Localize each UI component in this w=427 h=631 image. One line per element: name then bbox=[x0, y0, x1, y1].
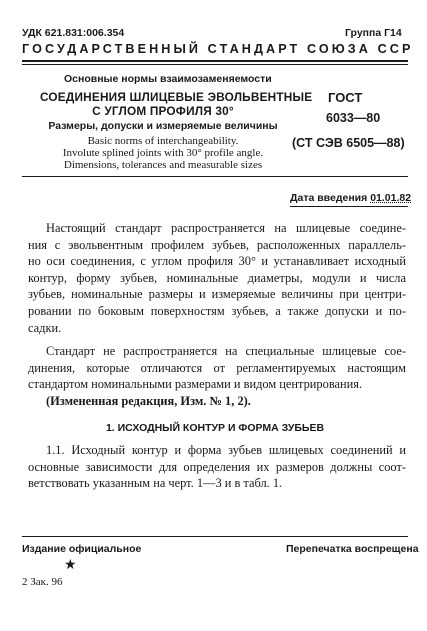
paragraph-clause-1-1 bbox=[28, 442, 406, 492]
order-number: 2 Зак. 96 bbox=[22, 576, 63, 588]
subtitle: Размеры, допуски и измеряемые величины bbox=[48, 120, 278, 132]
paragraph-line: ветствовать указанным на черт. 1—3 и в табл. 1. bbox=[28, 476, 283, 491]
title-line-2: С УГЛОМ ПРОФИЛЯ 30° bbox=[92, 104, 234, 118]
intro-date-label: Дата введения bbox=[290, 192, 368, 204]
paragraph-line: Настоящий стандарт распространяется на шлицевые соедине- bbox=[46, 221, 406, 235]
footer-rule bbox=[22, 536, 408, 537]
paragraph-line: садки. bbox=[28, 320, 62, 335]
paragraph-line: динения, которые отличаются от регламентируемых настоящим bbox=[28, 360, 406, 375]
title-block-rule bbox=[22, 176, 408, 177]
english-title-line-2: Involute splined joints with 30° profile angle. bbox=[62, 147, 264, 159]
paragraph-line: стандартом номинальными размерами и видом центрирования. bbox=[28, 377, 363, 392]
star-icon: ★ bbox=[64, 558, 77, 573]
paragraph-line: но оси соединения, с углом профиля 30° и устанавливает исходный bbox=[28, 254, 406, 269]
paragraph-line: Стандарт не распространяется на специальные шлицевые сое- bbox=[46, 344, 406, 358]
paragraph-line: ровании по боковым поверхностям зубьев, а также допуски и по- bbox=[28, 303, 406, 318]
official-edition: Издание официальное bbox=[22, 543, 142, 555]
english-title-line-3: Dimensions, tolerances and measurable sizes bbox=[63, 159, 263, 171]
paragraph-line: ния с эвольвентным профилем зубьев, расположенных параллель- bbox=[28, 237, 406, 252]
intro-date bbox=[290, 192, 411, 204]
st-sev-number: (СТ СЭВ 6505—88) bbox=[292, 136, 405, 150]
section-heading: 1. ИСХОДНЫЙ КОНТУР И ФОРМА ЗУБЬЕВ bbox=[105, 422, 325, 434]
paragraph-scope bbox=[28, 220, 406, 336]
gost-number: 6033—80 bbox=[326, 111, 381, 125]
paragraph-line: основные зависимости для определения их размеров должны соот- bbox=[28, 459, 406, 474]
amendment-note: (Измененная редакция, Изм. № 1, 2). bbox=[46, 394, 251, 408]
paragraph-exclusion bbox=[28, 343, 406, 393]
paragraph-line: зубьев, номинальные размеры и измеряемые величины при центри- bbox=[28, 287, 406, 302]
paragraph-line: 1.1. Исходный контур и форма зубьев шлицевых соединений и bbox=[46, 443, 406, 457]
udk-code: УДК 621.831:006.354 bbox=[22, 27, 125, 39]
english-title-line-1: Basic norms of interchangeability. bbox=[87, 135, 239, 147]
reprint-prohibited: Перепечатка воспрещена bbox=[286, 543, 419, 555]
intro-date-value: 01.01.82 bbox=[370, 192, 412, 204]
intro-date-rule bbox=[290, 206, 408, 207]
category-line: Основные нормы взаимозаменяемости bbox=[64, 73, 272, 85]
organization-title: ГОСУДАРСТВЕННЫЙ СТАНДАРТ СОЮЗА ССР bbox=[22, 42, 414, 56]
header-rule-bottom bbox=[22, 64, 408, 65]
header-rule-top bbox=[22, 60, 408, 62]
paragraph-line: контур, форму зубьев, номинальные диаметры, модули и числа bbox=[28, 270, 406, 285]
gost-label: ГОСТ bbox=[328, 90, 363, 105]
group-code: Группа Г14 bbox=[345, 27, 402, 39]
title-line-1: СОЕДИНЕНИЯ ШЛИЦЕВЫЕ ЭВОЛЬВЕНТНЫЕ bbox=[40, 90, 313, 104]
